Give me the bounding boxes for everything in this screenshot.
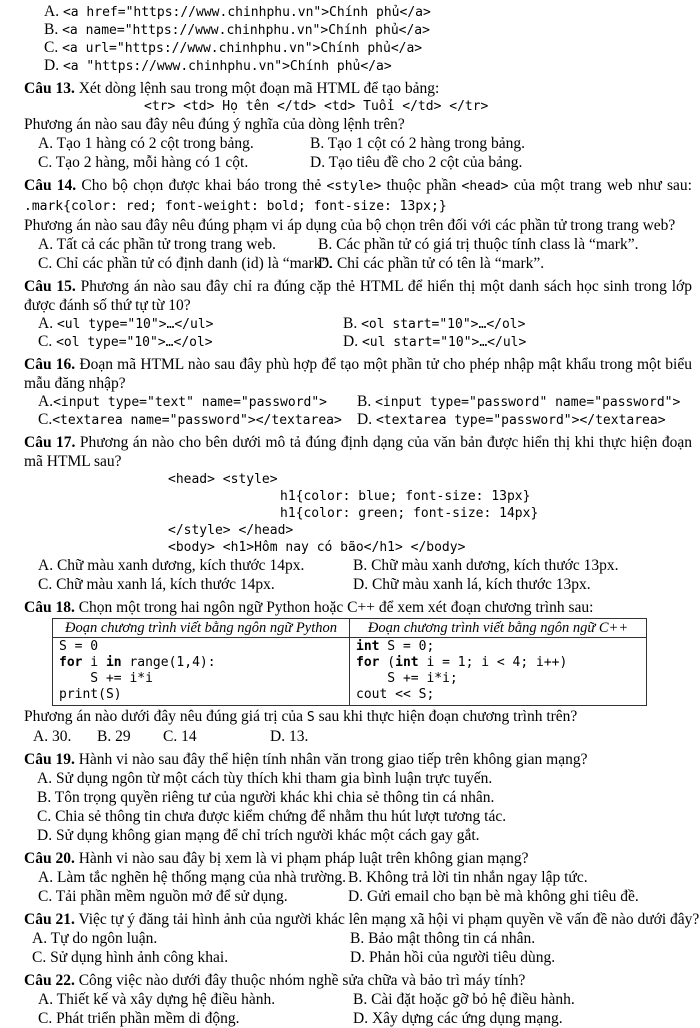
question-13-text: Xét dòng lệnh sau trong một đoạn mã HTML để tạo bảng:	[78, 80, 440, 97]
question-14-title	[24, 176, 692, 216]
code-line: for i in range(1,4):	[59, 655, 216, 670]
question-22-text: Công việc nào dưới đây thuộc nhóm nghề sửa chữa và bảo trì máy tính?	[78, 972, 526, 989]
question-19-text: Hành vi nào sau đây thể hiện tính nhân văn trong giao tiếp trên không gian mạng?	[78, 751, 588, 768]
question-21-title	[24, 910, 700, 929]
question-13	[24, 79, 692, 172]
option-d: D. Tạo tiêu đề cho 2 cột của bảng.	[310, 154, 523, 171]
question-20-options	[38, 868, 692, 906]
python-code-cell	[53, 638, 350, 706]
code-line: print(S)	[59, 687, 122, 702]
question-16-title	[24, 355, 692, 393]
option-d: D. <textarea type="password"></textarea>	[357, 411, 666, 428]
question-14-number: Câu 14.	[24, 177, 77, 194]
question-14-text: Cho bộ chọn được khai báo trong thẻ <style> thuộc phần <head> của một trang web như sau: .mark{color: red; font-weight: bold; font-size: 13px;}	[24, 177, 692, 214]
option-b: B. Không trả lời tin nhắn ngay lập tức.	[348, 869, 588, 886]
question-14	[24, 176, 692, 273]
question-22-title	[24, 971, 692, 990]
table-code-row	[53, 638, 647, 706]
option-c: C. Tạo 2 hàng, mỗi hàng có 1 cột.	[38, 154, 249, 171]
question-13-title	[24, 79, 692, 98]
option-a: A. Tạo 1 hàng có 2 cột trong bảng.	[38, 135, 254, 152]
question-17	[24, 433, 692, 594]
option-a: A. 30.	[33, 728, 72, 745]
question-16-text: Đoạn mã HTML nào sau đây phù hợp để tạo một phần tử cho phép nhập mật khẩu trong một biểu mẫu đăng nhập?	[24, 356, 692, 392]
question-14-options	[38, 235, 692, 273]
option-c: C.<textarea name="password"></textarea>	[38, 411, 342, 428]
question-15-number: Câu 15.	[24, 278, 76, 295]
question-17-options	[38, 556, 692, 594]
option-c: C. Phát triển phần mềm di động.	[38, 1010, 240, 1027]
option-a: A. Sử dụng ngôn từ một cách tùy thích khi tham gia bình luận trực tuyến.	[37, 770, 493, 787]
code-line: <body> <h1>Hôm nay có bão</h1> </body>	[168, 540, 466, 555]
option-b: B. Các phần tử có giá trị thuộc tính class là “mark”.	[318, 236, 639, 253]
option-a: A.<input type="text" name="password">	[38, 393, 328, 410]
code-line: S += i*i;	[356, 671, 458, 686]
question-20-number: Câu 20.	[24, 850, 75, 867]
question-12-options	[44, 3, 692, 75]
question-17-title	[24, 433, 692, 471]
question-16	[24, 355, 692, 429]
question-22-number: Câu 22.	[24, 972, 75, 989]
option-a: A. Làm tắc nghẽn hệ thống mạng của nhà trường.	[38, 869, 346, 886]
option-b: B. <ol start="10">…</ol>	[343, 315, 526, 332]
question-13-number: Câu 13.	[24, 80, 75, 97]
option-d: D. Gửi email cho bạn bè mà không ghi tiêu đề.	[348, 888, 639, 905]
code-line: h1{color: blue; font-size: 13px}	[280, 489, 531, 504]
option-b: B. Bảo mật thông tin cá nhân.	[350, 930, 536, 947]
question-15-title	[24, 277, 692, 315]
question-15	[24, 277, 692, 351]
question-17-code-block	[168, 471, 692, 556]
question-16-number: Câu 16.	[24, 356, 76, 373]
option-c: C. Chữ màu xanh lá, kích thước 14px.	[38, 576, 275, 593]
option-c: C. Sử dụng hình ảnh công khai.	[32, 949, 229, 966]
option-d: D. Phản hồi của người tiêu dùng.	[350, 949, 556, 966]
cpp-code-cell	[350, 638, 647, 706]
question-19-number: Câu 19.	[24, 751, 75, 768]
question-20-title	[24, 849, 692, 868]
question-18-number: Câu 18.	[24, 599, 75, 616]
option-c: C. Chỉ các phần tử có định danh (id) là “mark”.	[38, 255, 333, 272]
code-line: cout << S;	[356, 687, 435, 702]
question-14-stem: Phương án nào sau đây nêu đúng phạm vi áp dụng của bộ chọn trên đối với các phần tử trong trang web?	[24, 217, 676, 234]
option-b: B. Chữ màu xanh dương, kích thước 13px.	[353, 557, 619, 574]
question-21-options	[32, 929, 692, 967]
question-20	[24, 849, 692, 906]
option-a: A. <ul type="10">…</ul>	[38, 315, 214, 332]
option-b: B. Tôn trọng quyền riêng tư của người khác khi chia sẻ thông tin cá nhân.	[37, 789, 495, 806]
code-line: S += i*i	[59, 671, 153, 686]
question-13-options	[38, 134, 692, 172]
question-19	[24, 750, 692, 845]
question-18	[24, 598, 692, 746]
table-header-python: Đoạn chương trình viết bằng ngôn ngữ Python	[53, 619, 350, 638]
question-19-title	[24, 750, 692, 769]
option-d: D. Chữ màu xanh lá, kích thước 13px.	[353, 576, 591, 593]
question-13-code: <tr> <td> Họ tên </td> <td> Tuổi </td> </tr>	[144, 99, 489, 114]
option-d: D. Sử dụng không gian mạng để chỉ trích người khác một cách gay gắt.	[37, 827, 480, 844]
option-d: D. Xây dựng các ứng dụng mạng.	[353, 1010, 563, 1027]
question-12-option-d: D. <a "https://www.chinhphu.vn">Chính phủ</a>	[44, 57, 392, 74]
option-d: D. Chỉ các phần tử có tên là “mark”.	[318, 255, 545, 272]
question-18-title	[24, 598, 692, 617]
question-13-stem: Phương án nào sau đây nêu đúng ý nghĩa của dòng lệnh trên?	[24, 116, 405, 133]
question-21	[24, 910, 700, 967]
question-18-stem: Phương án nào dưới đây nêu đúng giá trị của S sau khi thực hiện đoạn chương trình trên?	[24, 708, 578, 725]
question-21-number: Câu 21.	[24, 911, 75, 928]
question-15-options	[38, 315, 692, 351]
option-a: A. Tự do ngôn luận.	[32, 930, 158, 947]
question-22	[24, 971, 692, 1028]
question-19-options	[37, 769, 692, 845]
code-line: </style> </head>	[168, 523, 294, 538]
code-line: h1{color: green; font-size: 14px}	[280, 506, 539, 521]
option-c: C. 14	[163, 728, 197, 745]
question-17-number: Câu 17.	[24, 434, 76, 451]
question-20-text: Hành vi nào sau đây bị xem là vi phạm pháp luật trên không gian mạng?	[78, 850, 529, 867]
question-12-option-c: C. <a url="https://www.chinhphu.vn">Chính phủ</a>	[44, 39, 423, 56]
option-b: B. <input type="password" name="password">	[357, 393, 681, 410]
code-line: for (int i = 1; i < 4; i++)	[356, 655, 568, 670]
option-a: A. Chữ màu xanh dương, kích thước 14px.	[38, 557, 305, 574]
option-a: A. Thiết kế và xây dựng hệ điều hành.	[38, 991, 276, 1008]
question-18-options	[33, 727, 692, 746]
question-15-text: Phương án nào sau đây chỉ ra đúng cặp thẻ HTML để hiển thị một danh sách học sinh trong lớp được đánh số thứ tự từ 10?	[24, 278, 692, 314]
question-12-option-b: B. <a name="https://www.chinhphu.vn">Chính phủ</a>	[44, 21, 430, 38]
question-16-options	[38, 393, 692, 429]
option-b: B. 29	[97, 728, 131, 745]
question-22-options	[38, 990, 692, 1028]
table-header-row	[53, 619, 647, 638]
option-c: C. Chia sẻ thông tin chưa được kiểm chứng để nhằm thu hút lượt tương tác.	[37, 808, 507, 825]
code-line: <head> <style>	[168, 472, 278, 487]
code-line: int S = 0;	[356, 639, 435, 654]
code-line: S = 0	[59, 639, 99, 654]
question-18-code-table	[52, 618, 647, 706]
table-header-cpp: Đoạn chương trình viết bằng ngôn ngữ C++	[350, 619, 647, 638]
question-18-text: Chọn một trong hai ngôn ngữ Python hoặc C++ để xem xét đoạn chương trình sau:	[78, 599, 594, 616]
option-d: D. <ul start="10">…</ul>	[343, 333, 527, 350]
option-d: D. 13.	[270, 728, 309, 745]
question-21-text: Việc tự ý đăng tải hình ảnh của người khác lên mạng xã hội vi phạm quyền về vấn đề nào dưới đây?	[78, 911, 700, 928]
question-17-text: Phương án nào cho bên dưới mô tả đúng định dạng của văn bản được hiển thị khi thực hiện đoạn mã HTML sau?	[24, 434, 692, 470]
question-12-option-a: A. <a href="https://www.chinhphu.vn">Chính phủ</a>	[44, 3, 431, 20]
option-c: C. <ol type="10">…</ol>	[38, 333, 213, 350]
option-b: B. Cài đặt hoặc gỡ bỏ hệ điều hành.	[353, 991, 575, 1008]
option-c: C. Tải phần mềm nguồn mở để sử dụng.	[38, 888, 288, 905]
option-b: B. Tạo 1 cột có 2 hàng trong bảng.	[310, 135, 525, 152]
option-a: A. Tất cả các phần tử trong trang web.	[38, 236, 276, 253]
